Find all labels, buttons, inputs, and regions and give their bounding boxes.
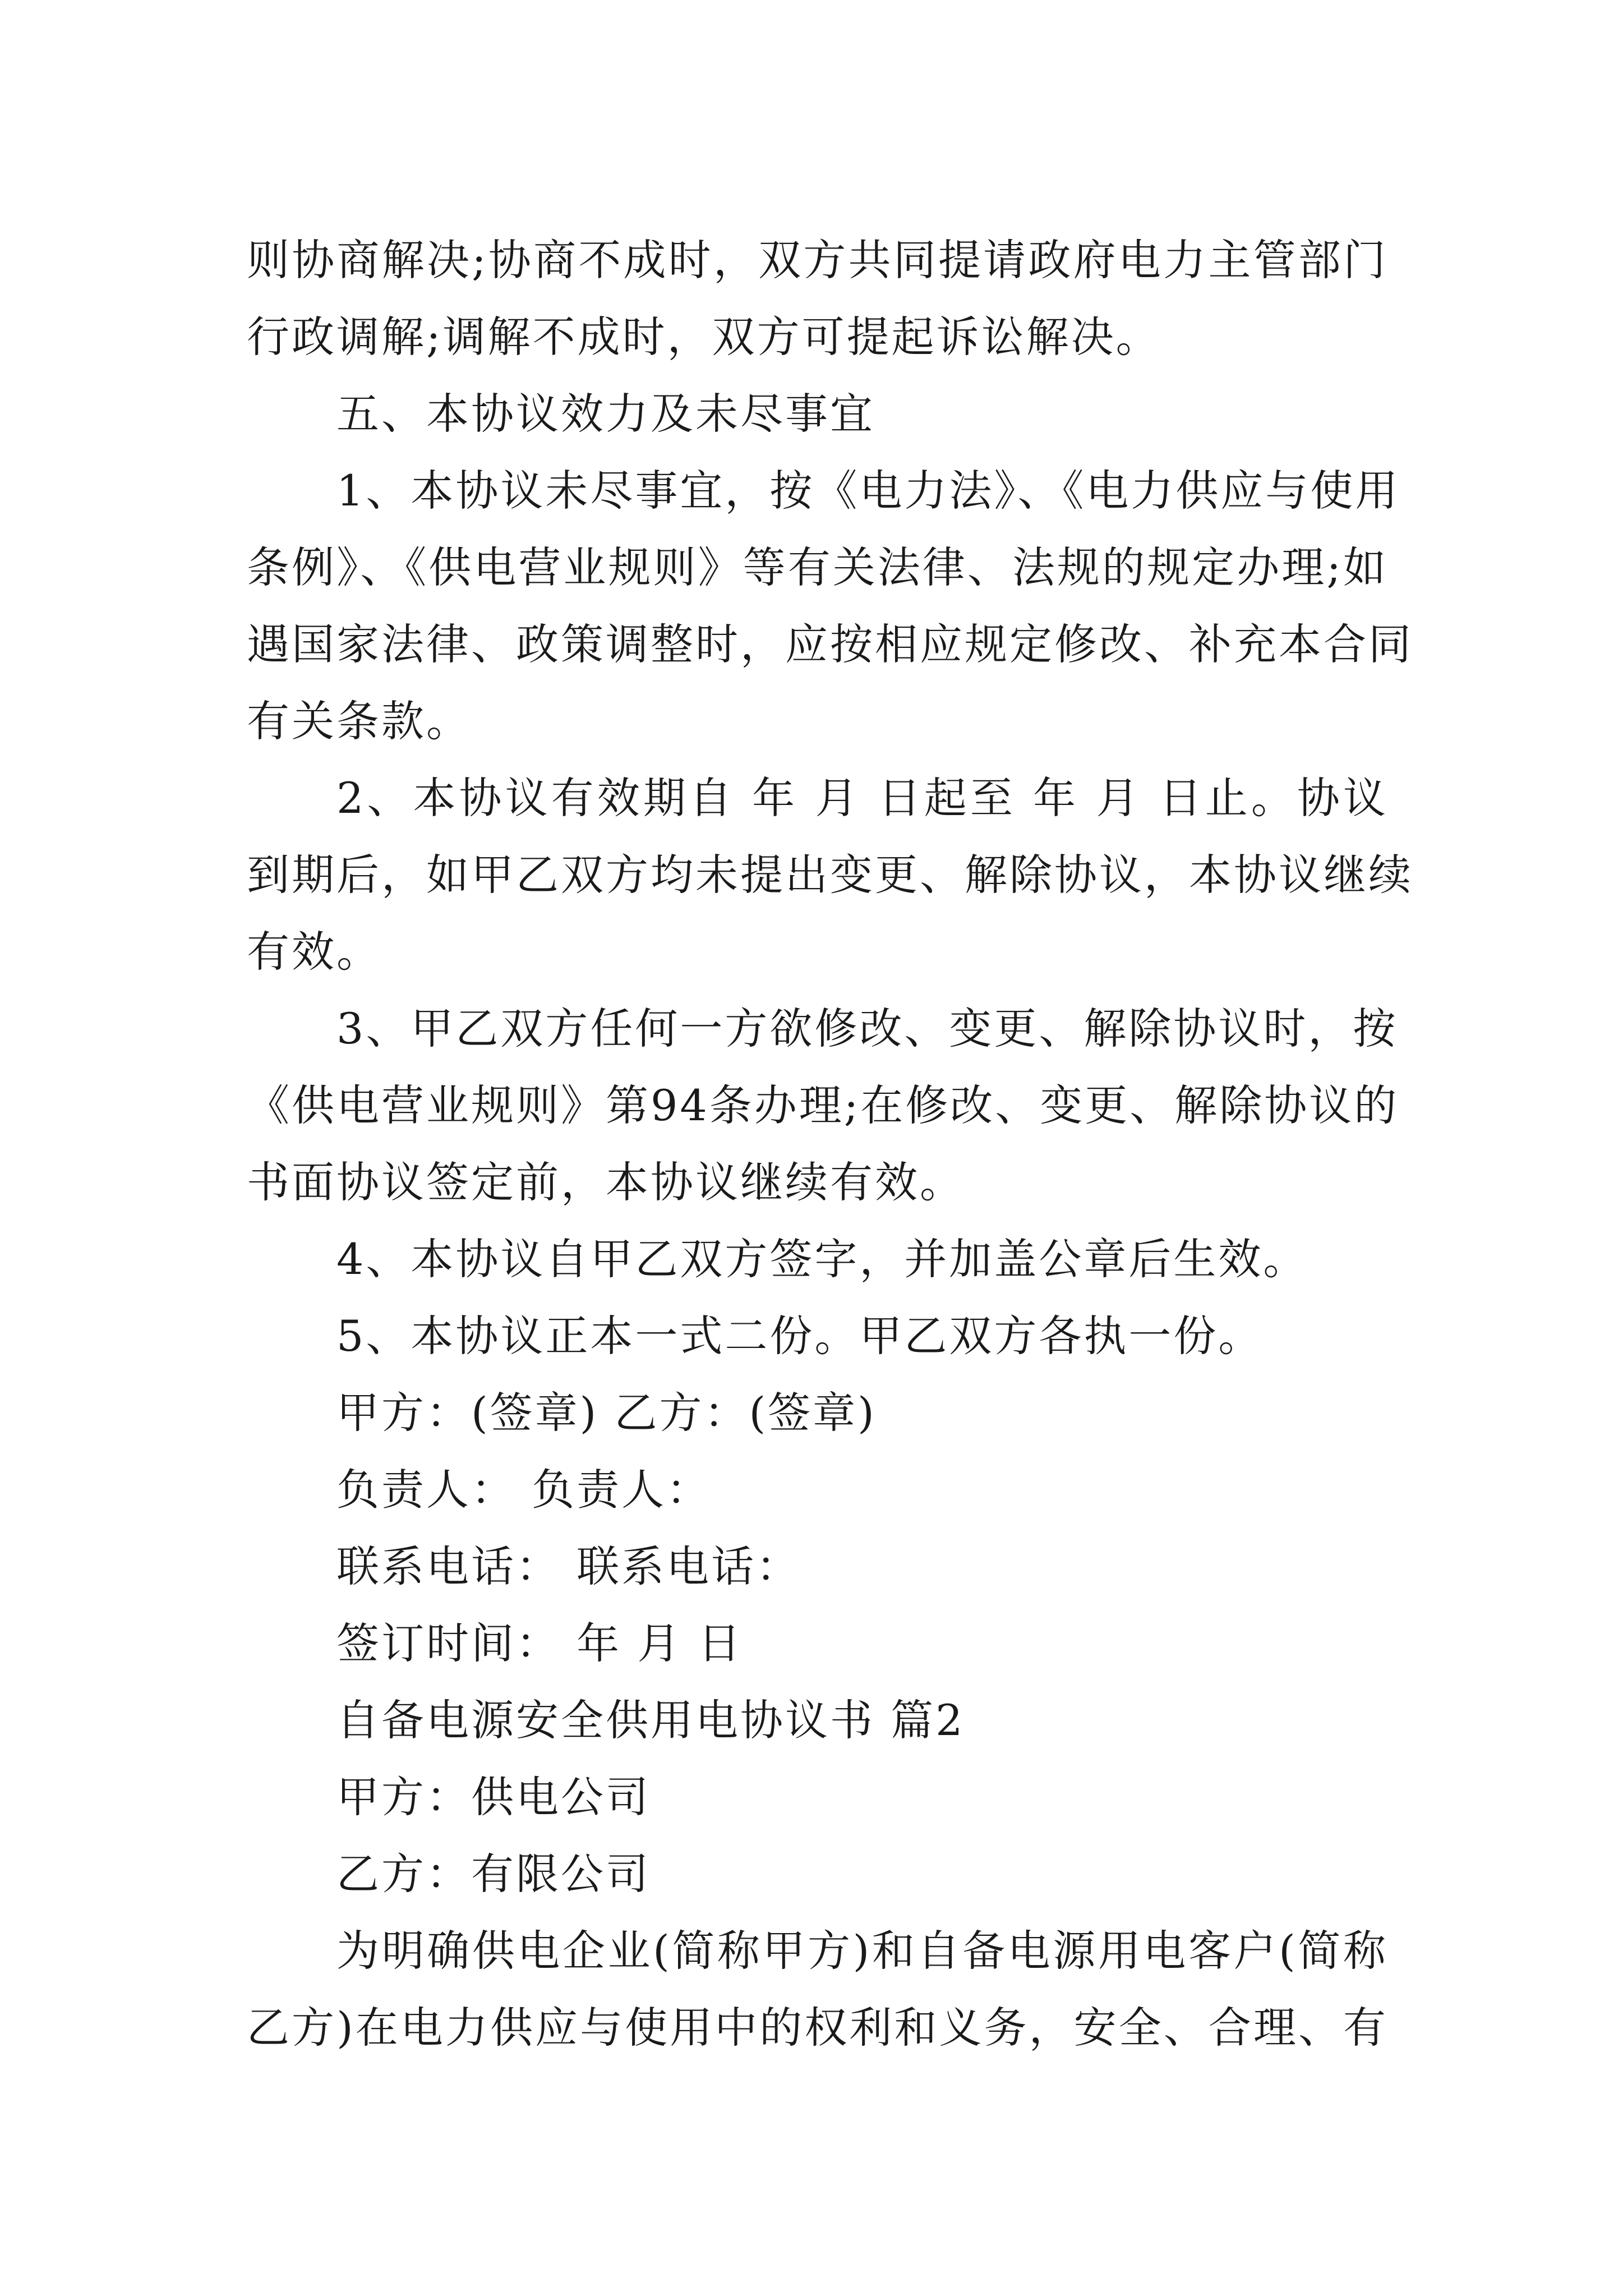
text-line: 书面协议签定前，本协议继续有效。 — [247, 1157, 965, 1207]
text-line: 为明确供电企业(简称甲方)和自备电源用电客户(简称 — [336, 1926, 1388, 1976]
text-line: 1、本协议未尽事宜，按《电力法》、《电力供应与使用 — [336, 466, 1400, 516]
document-page — [247, 222, 1413, 2066]
text-line: 到期后，如甲乙双方均未提出变更、解除协议，本协议继续 — [247, 850, 1413, 900]
text-line: 联系电话： 联系电话： — [336, 1542, 801, 1591]
text-line: 《供电营业规则》第94条办理;在修改、变更、解除协议的 — [247, 1080, 1399, 1130]
text-line: 乙方)在电力供应与使用中的权利和义务，安全、合理、有 — [247, 2003, 1388, 2053]
text-line: 自备电源安全供用电协议书 篇2 — [336, 1695, 965, 1745]
text-line: 有效。 — [247, 927, 381, 977]
text-line: 4、本协议自甲乙双方签字，并加盖公章后生效。 — [336, 1234, 1308, 1284]
text-line: 签订时间： 年 月 日 — [336, 1618, 743, 1668]
text-line: 负责人： 负责人： — [336, 1465, 712, 1515]
text-line: 则协商解决;协商不成时，双方共同提请政府电力主管部门 — [247, 235, 1388, 285]
text-line: 五、本协议效力及未尽事宜 — [336, 389, 875, 439]
text-line: 2、本协议有效期自 年 月 日起至 年 月 日止。协议 — [336, 773, 1388, 823]
text-line: 遇国家法律、政策调整时，应按相应规定修改、补充本合同 — [247, 619, 1413, 669]
text-line: 甲方：供电公司 — [336, 1772, 651, 1822]
text-line: 行政调解;调解不成时，双方可提起诉讼解决。 — [247, 312, 1161, 362]
text-line: 有关条款。 — [247, 696, 471, 746]
text-line: 5、本协议正本一式二份。甲乙双方各执一份。 — [336, 1311, 1264, 1361]
text-line: 乙方：有限公司 — [336, 1849, 651, 1899]
text-line: 条例》、《供电营业规则》等有关法律、法规的规定办理;如 — [247, 542, 1388, 592]
text-line: 甲方：(签章) 乙方：(签章) — [336, 1388, 877, 1438]
text-line: 3、甲乙双方任何一方欲修改、变更、解除协议时，按 — [336, 1004, 1398, 1053]
